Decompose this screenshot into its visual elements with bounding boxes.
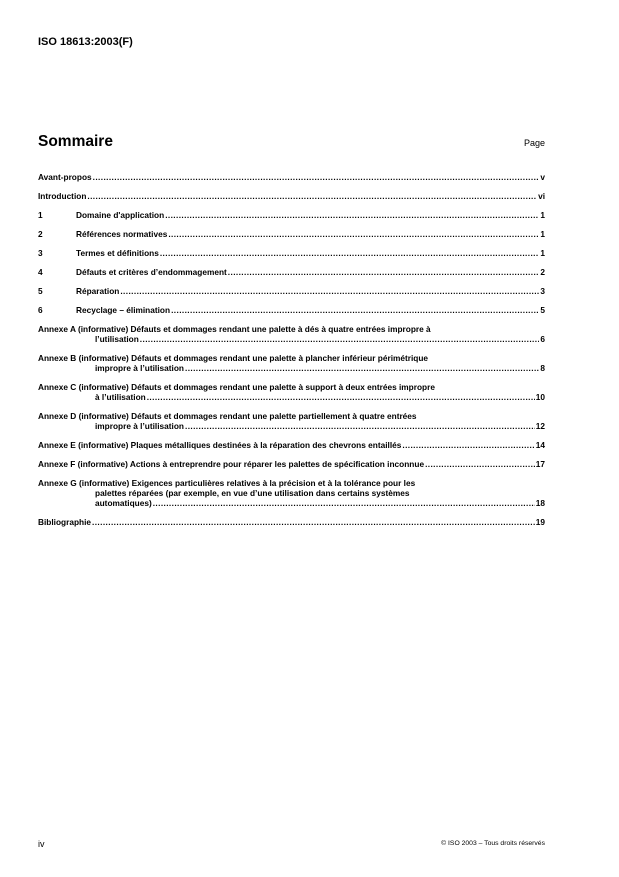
toc-entry-text: Annexe C (informative) Défauts et dommages rendant une palette à support à deux entrées impropre [38,382,435,392]
toc-entry-page: 19 [535,517,545,527]
toc-entry-annex-a[interactable] [38,324,545,344]
toc-entry-page: vi [538,191,545,201]
toc-entry-page: 2 [540,267,545,277]
toc-entry-number: 6 [38,305,43,315]
toc-entry-clause-6[interactable] [38,305,545,315]
toc-entry-number: 1 [38,210,43,220]
toc-entry-text: Annexe A (informative) Défauts et dommages rendant une palette à dés à quatre entrées impropre à [38,324,431,334]
toc-entry-clause-5[interactable] [38,286,545,296]
toc-entry-page: 1 [540,229,545,239]
toc-entry-number: 2 [38,229,43,239]
footer-page-number: iv [38,839,45,849]
toc-entry-page: 1 [540,248,545,258]
toc-entry-page: 12 [535,421,545,431]
toc-entry-text-cont: impropre à l’utilisation [95,363,184,373]
dot-leader [185,363,539,373]
toc-entry-text: Annexe G (informative) Exigences particulières relatives à la précision et à la tolérance pour les [38,478,416,488]
document-id: ISO 18613:2003(F) [38,36,133,48]
toc-entry-number: 5 [38,286,43,296]
toc-entry-page: v [540,172,545,182]
dot-leader [171,305,539,315]
toc-entry-text: Annexe E (informative) Plaques métalliques destinées à la réparation des chevrons entaillés [38,440,402,450]
toc-entry-clause-3[interactable] [38,248,545,258]
dot-leader [147,392,535,402]
toc-entry-page: 18 [535,498,545,508]
toc-entry-text: Domaine d'application [76,210,165,220]
toc-title: Sommaire [38,133,113,150]
toc-entry-text: Bibliographie [38,517,92,527]
dot-leader [87,191,537,201]
toc-entry-text: Introduction [38,191,87,201]
dot-leader [160,248,540,258]
toc-entry-text: Recyclage – élimination [76,305,171,315]
toc-entry-text: Réparation [76,286,120,296]
dot-leader [92,517,535,527]
toc-entry-page: 17 [535,459,545,469]
dot-leader [185,421,535,431]
dot-leader [168,229,539,239]
dot-leader [140,334,540,344]
toc-entry-text-cont: l’utilisation [95,334,139,344]
toc-entry-clause-1[interactable] [38,210,545,220]
toc-entry-page: 10 [535,392,545,402]
toc-entry-bibliography[interactable] [38,517,545,527]
dot-leader [153,498,535,508]
toc-entry-text-cont: automatiques) [95,498,152,508]
toc-entry-number: 4 [38,267,43,277]
toc-entry-page: 3 [540,286,545,296]
toc-entry-text: Annexe B (informative) Défauts et dommages rendant une palette à plancher inférieur périmétrique [38,353,429,363]
dot-leader [93,172,540,182]
dot-leader [425,459,535,469]
toc-entry-page: 5 [540,305,545,315]
toc-entry-annex-d[interactable] [38,411,545,431]
toc-entry-text: Défauts et critères d’endommagement [76,267,227,277]
table-of-contents [38,172,545,527]
dot-leader [165,210,539,220]
toc-entry-text: Annexe F (informative) Actions à entreprendre pour réparer les palettes de spécification inconnue [38,459,425,469]
toc-entry-annex-b[interactable] [38,353,545,373]
page-column-label: Page [523,138,545,148]
toc-entry-text-cont: impropre à l’utilisation [95,421,184,431]
toc-entry-text: Avant-propos [38,172,92,182]
toc-entry-page: 8 [540,363,545,373]
toc-entry-text: Annexe D (informative) Défauts et dommages rendant une palette partiellement à quatre entrées [38,411,417,421]
toc-entry-annex-f[interactable] [38,459,545,469]
toc-entry-page: 1 [540,210,545,220]
toc-entry-introduction[interactable] [38,191,545,201]
toc-entry-text: Références normatives [76,229,168,239]
toc-entry-text-cont: à l’utilisation [95,392,146,402]
dot-leader [402,440,534,450]
toc-entry-annex-e[interactable] [38,440,545,450]
toc-entry-annex-c[interactable] [38,382,545,402]
toc-entry-page: 6 [540,334,545,344]
toc-entry-annex-g[interactable] [38,478,545,508]
toc-entry-clause-4[interactable] [38,267,545,277]
toc-entry-foreword[interactable] [38,172,545,182]
toc-entry-text-cont: palettes réparées (par exemple, en vue d’une utilisation dans certains systèmes [95,488,410,498]
dot-leader [120,286,539,296]
toc-entry-text: Termes et définitions [76,248,159,258]
footer-copyright: © ISO 2003 – Tous droits réservés [441,840,545,847]
toc-entry-page: 14 [535,440,545,450]
toc-entry-number: 3 [38,248,43,258]
dot-leader [228,267,540,277]
toc-entry-clause-2[interactable] [38,229,545,239]
